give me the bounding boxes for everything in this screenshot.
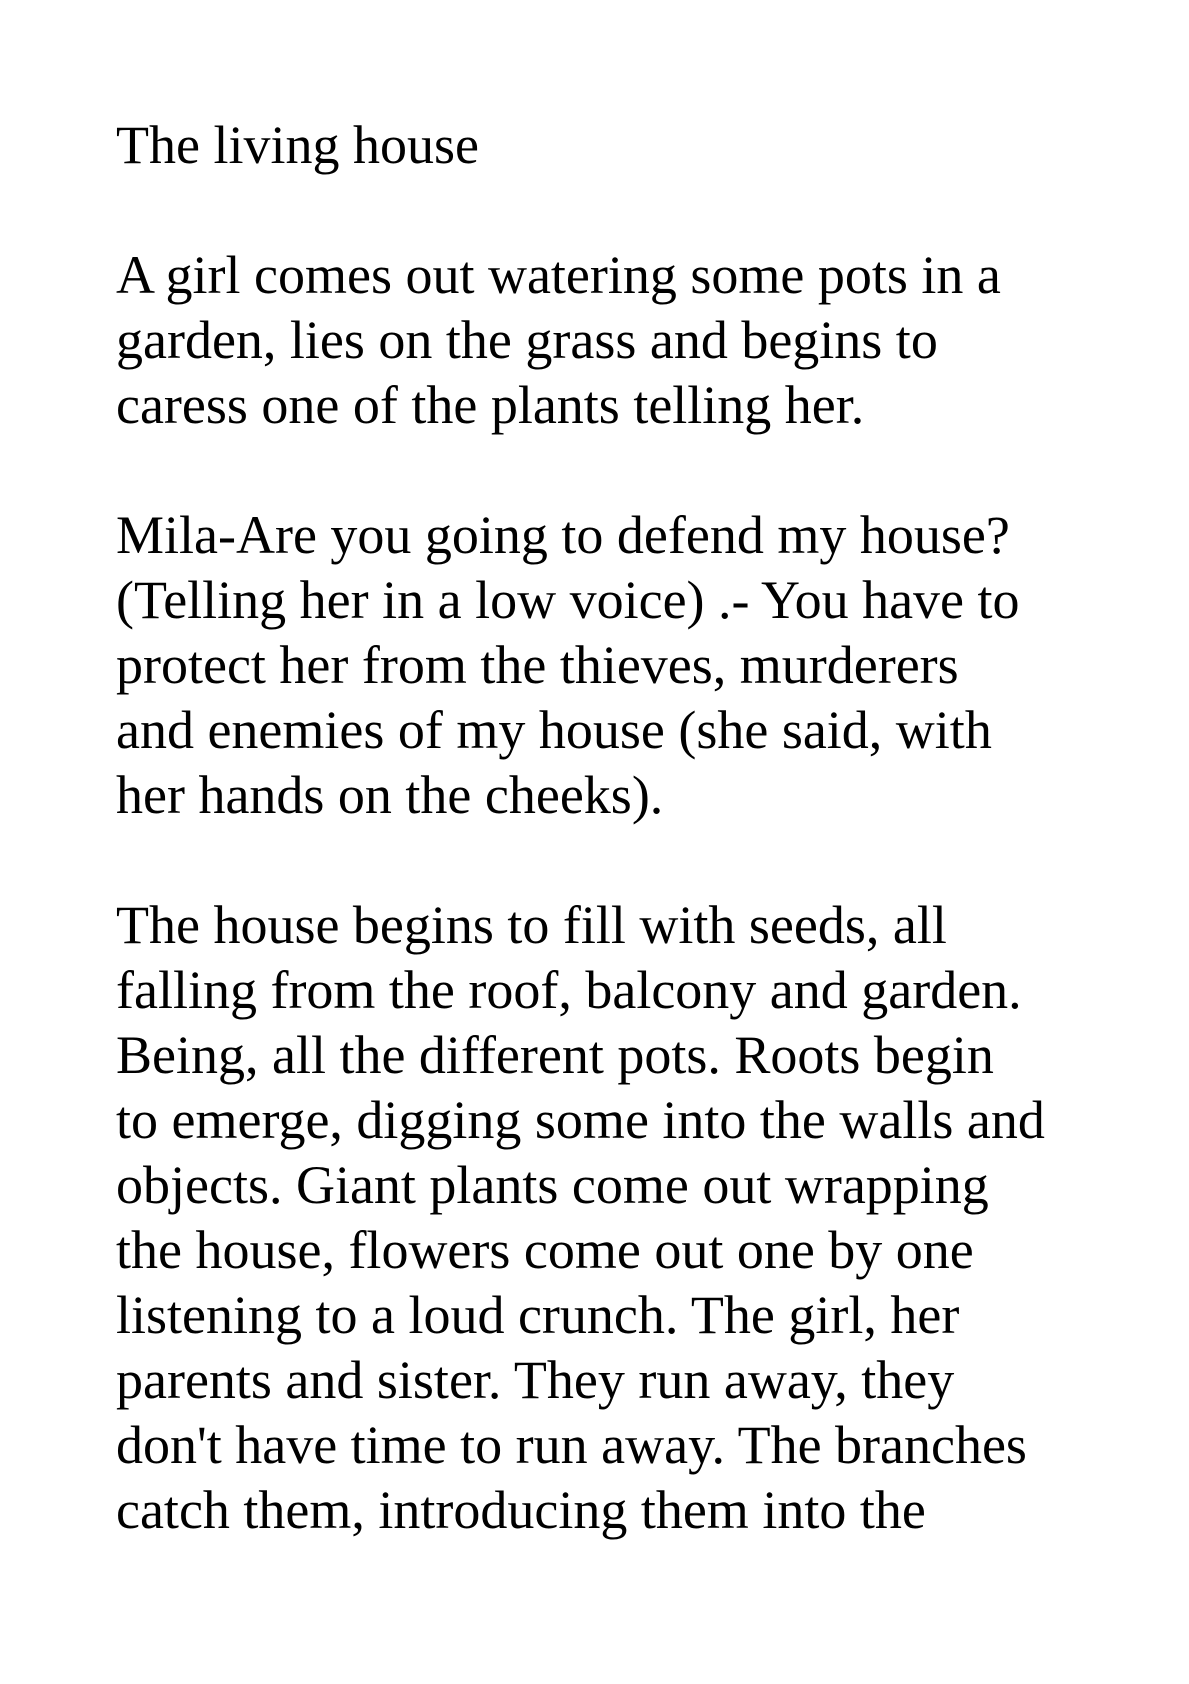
paragraph-3-line-4: to emerge, digging some into the walls and: [116, 1090, 1045, 1150]
paragraph-3-line-7: listening to a loud crunch. The girl, her: [116, 1285, 960, 1345]
paragraph-3-line-2: falling from the roof, balcony and garden.: [116, 960, 1022, 1020]
paragraph-3-line-6: the house, flowers come out one by one: [116, 1220, 974, 1280]
paragraph-1-line-3: caress one of the plants telling her.: [116, 375, 865, 435]
paragraph-2-line-4: and enemies of my house (she said, with: [116, 700, 992, 760]
paragraph-2-line-5: her hands on the cheeks).: [116, 765, 664, 825]
document-title: The living house: [116, 115, 479, 175]
paragraph-2-line-3: protect her from the thieves, murderers: [116, 635, 959, 695]
paragraph-2-line-2: (Telling her in a low voice) .- You have to: [116, 570, 1020, 630]
paragraph-3-line-8: parents and sister. They run away, they: [116, 1350, 955, 1410]
paragraph-3-line-1: The house begins to fill with seeds, all: [116, 895, 947, 955]
paragraph-1-line-2: garden, lies on the grass and begins to: [116, 310, 938, 370]
paragraph-2-line-1: Mila-Are you going to defend my house?: [116, 505, 1010, 565]
paragraph-3-line-5: objects. Giant plants come out wrapping: [116, 1155, 989, 1215]
paragraph-1-line-1: A girl comes out watering some pots in a: [116, 245, 1001, 305]
paragraph-3-line-3: Being, all the different pots. Roots begin: [116, 1025, 994, 1085]
paragraph-3-line-9: don't have time to run away. The branches: [116, 1415, 1027, 1475]
paragraph-3-line-10: catch them, introducing them into the: [116, 1480, 926, 1540]
